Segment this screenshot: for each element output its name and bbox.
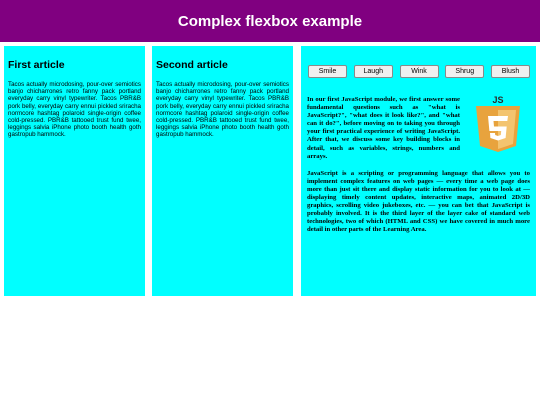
- html5-shield-icon: [470, 94, 526, 156]
- button-row: [307, 65, 530, 78]
- article-title: Second article: [156, 59, 228, 71]
- page-header: [0, 0, 540, 42]
- paragraph-intro: In our first JavaScript module, we first answer some fundamental questions such as "what is JavaScript?", "what does it look like?", and "what can it do?", before moving on to taking you through your first practical experience of writing JavaScript. After that, we discuss some key building blocks in detail, such as variables, strings, numbers and arrays.: [307, 96, 460, 160]
- third-article: [301, 46, 536, 296]
- wink-button[interactable]: Wink: [400, 65, 439, 78]
- article-title: First article: [8, 59, 65, 71]
- blush-button[interactable]: Blush: [491, 65, 530, 78]
- article-text: [307, 96, 530, 235]
- second-article: [152, 46, 293, 296]
- article-body: Tacos actually microdosing, pour-over semiotics banjo chicharrones retro fanny pack portland everyday carry vinyl typewriter. Tacos PBR&B pork belly, everyday carry ennui pickled sriracha normcore hashtag polaroid single-origin coffee cold-pressed. PBR&B tattooed trust fund twee, leggings salvia iPhone photo booth health goth gastropub hammock.: [8, 81, 141, 139]
- logo-label: JS: [492, 95, 504, 105]
- laugh-button[interactable]: Laugh: [354, 65, 393, 78]
- article-body: Tacos actually microdosing, pour-over semiotics banjo chicharrones retro fanny pack portland everyday carry vinyl typewriter. Tacos PBR&B pork belly, everyday carry ennui pickled sriracha normcore hashtag polaroid single-origin coffee cold-pressed. PBR&B tattooed trust fund twee, leggings salvia iPhone photo booth health goth gastropub hammock.: [156, 81, 289, 139]
- page-title: Complex flexbox example: [177, 12, 363, 30]
- shrug-button[interactable]: Shrug: [445, 65, 484, 78]
- smile-button[interactable]: Smile: [308, 65, 347, 78]
- first-article: [4, 46, 145, 296]
- paragraph-detail: JavaScript is a scripting or programming language that allows you to implement complex features on web pages — every time a web page does more than just sit there and display static information for you to look at — displaying timely content updates, interactive maps, animated 2D/3D graphics, scrolling video jukeboxes, etc. — you can bet that JavaScript is probably involved. It is the third layer of the layer cake of standard web technologies, two of which (HTML and CSS) we have covered in much more detail in other parts of the Learning Area.: [307, 169, 530, 234]
